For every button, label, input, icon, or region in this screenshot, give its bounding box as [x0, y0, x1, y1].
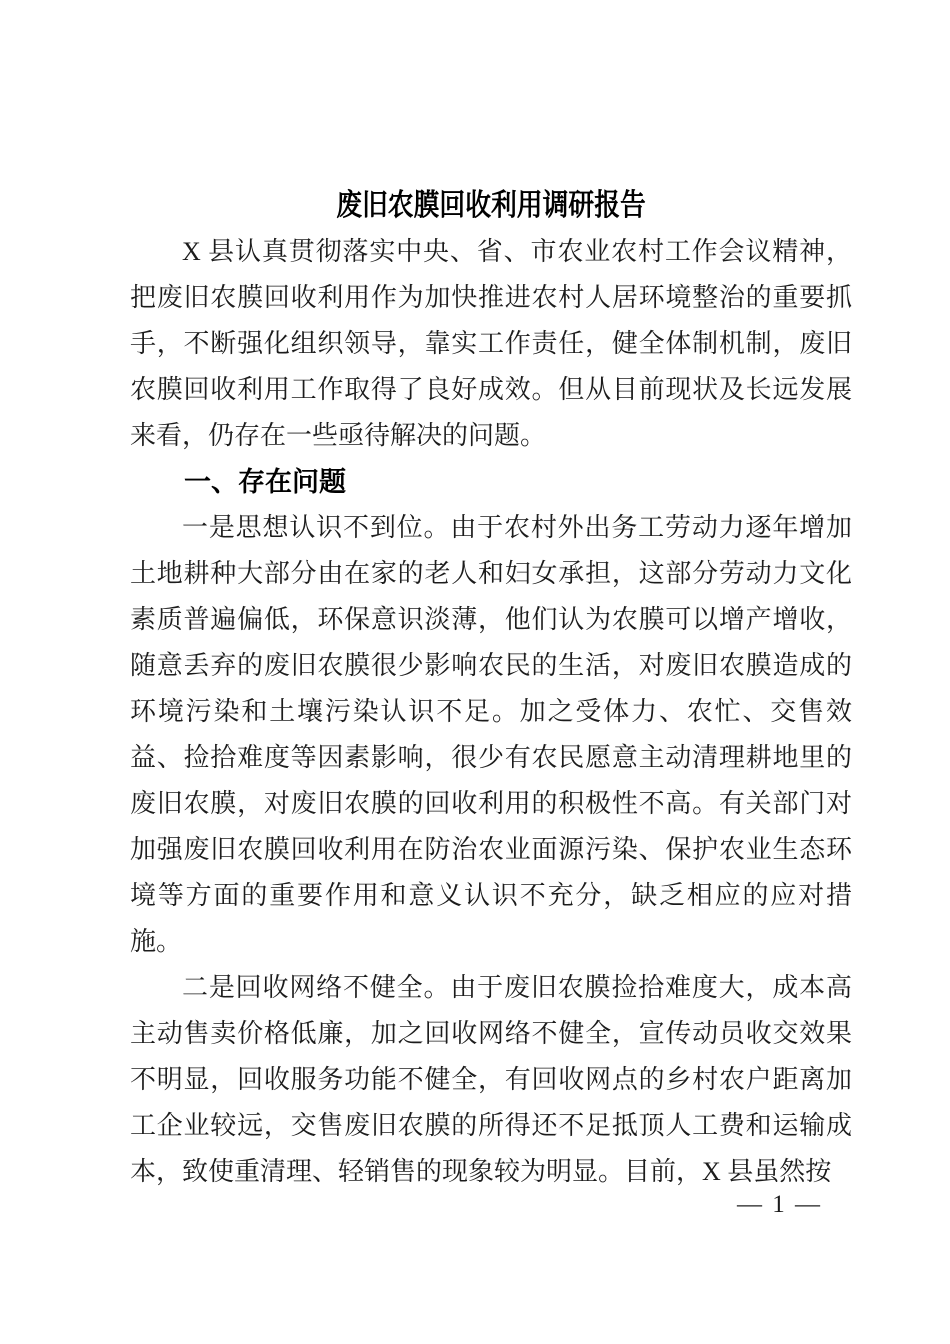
section-heading-problems: 一、存在问题 [184, 467, 346, 497]
paragraph-problem-1: 一是思想认识不到位。由于农村外出务工劳动力逐年增加土地耕种大部分由在家的老人和妇女承担，这部分劳动力文化素质普遍偏低，环保意识淡薄，他们认为农膜可以增产增收，随意丢弃的废旧农膜很少影响农民的生活，对废旧农膜造成的环境污染和土壤污染认识不足。加之受体力、农忙、交售效益、捡拾难度等因素影响，很少有农民愿意主动清理耕地里的废旧农膜，对废旧农膜的回收利用的积极性不高。有关部门对加强废旧农膜回收利用在防治农业面源污染、保护农业生态环境等方面的重要作用和意义认识不充分，缺乏相应的应对措施。 [130, 513, 852, 956]
intro-paragraph: X 县认真贯彻落实中央、省、市农业农村工作会议精神，把废旧农膜回收利用作为加快推进农村人居环境整治的重要抓手，不断强化组织领导，靠实工作责任，健全体制机制，废旧农膜回收利用工作取得了良好成效。但从目前现状及长远发展来看，仍存在一些亟待解决的问题。 [130, 237, 852, 450]
document-title-text: 废旧农膜回收利用调研报告 [336, 189, 646, 222]
document-title [130, 183, 852, 229]
page-number: — 1 — [737, 1191, 822, 1218]
paragraph-problem-2: 二是回收网络不健全。由于废旧农膜捡拾难度大，成本高主动售卖价格低廉，加之回收网络不健全，宣传动员收交效果不明显，回收服务功能不健全，有回收网点的乡村农户距离加工企业较远，交售废旧农膜的所得还不足抵顶人工费和运输成本，致使重清理、轻销售的现象较为明显。目前，X 县虽然按 [130, 973, 852, 1186]
document-body [130, 183, 852, 1195]
